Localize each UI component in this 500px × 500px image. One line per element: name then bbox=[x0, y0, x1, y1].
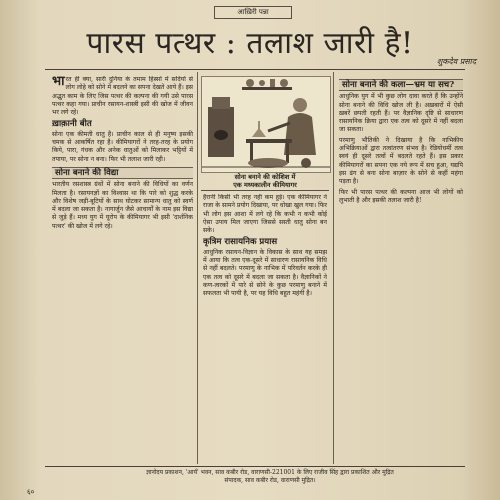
column-divider bbox=[333, 72, 334, 464]
paragraph: भारतीय रसशास्त्र ग्रंथों में सोना बनाने की विधियों का वर्णन मिलता है। रसायनज्ञों का विश्वास था कि पारे को शुद्ध करके और विशेष जड़ी-बूटियों के साथ घोटकर सामान्य धातु को स्वर्ण में बदला जा सकता है। नागार्जुन जैसे आचार्यों के नाम इस विद्या से जुड़े हैं। मध्य युग में यूरोप के कीमियागर भी इसी 'दार्शनिक पत्थर' की खोज में लगे रहे। bbox=[52, 181, 193, 230]
footer-rule bbox=[45, 466, 465, 467]
paragraph: आधुनिक रसायन-विज्ञान के विकास के साथ यह समझ में आया कि तत्व एक-दूसरे में साधारण रासायनिक विधि से नहीं बदलते। परमाणु के नाभिक में परिवर्तन करके ही एक तत्व को दूसरे में बदला जा सकता है। वैज्ञानिकों ने कण-त्वरकों में पारे से सोने के कुछ परमाणु बनाने में सफलता भी पायी है, पर यह विधि बहुत महंगी है। bbox=[203, 248, 327, 298]
paragraph: परमाणु भौतिकी ने दिखाया है कि नाभिकीय अभिक्रियाओं द्वारा तत्वांतरण संभव है। रेडियोधर्मी तत्व स्वयं ही दूसरे तत्वों में बदलते रहते हैं। इस प्रकार कीमियागरों का सपना एक नये रूप में सच हुआ, यद्यपि इस ढंग से बना सोना बाज़ार के सोने से कहीं महंगा पड़ता है। bbox=[339, 136, 463, 186]
header-rule bbox=[45, 69, 465, 70]
caption-rule bbox=[201, 190, 329, 191]
article-column-2 bbox=[203, 194, 327, 464]
alchemist-illustration bbox=[201, 76, 331, 173]
paragraph: हैरानी किसी भी तरह नहीं कम हुई। एक कीमियागर ने राजा के सामने प्रयोग दिखाया, पर धोखा खुल गया। फिर भी लोग इस आशा में लगे रहे कि कभी न कभी कोई ऐसा उपाय मिल जाएगा जिससे सस्ती धातु सोना बन सके। bbox=[203, 194, 327, 235]
figure-caption: सोना बनाने की कोशिश में एक मध्यकालीन कीमियागर bbox=[233, 173, 297, 189]
column-divider bbox=[197, 72, 198, 464]
paragraph: फिर भी पारस पत्थर की कल्पना आज भी लोगों को लुभाती है और इसकी तलाश जारी है! bbox=[339, 188, 463, 204]
page-number: ६० bbox=[27, 488, 35, 496]
subhead-3: कृत्रिम रासायनिक प्रयास bbox=[203, 237, 278, 248]
subhead-1: ख़ाक़ानी बीत bbox=[52, 119, 92, 130]
running-head: आख़िरी पन्ना bbox=[214, 6, 292, 19]
article-column-3 bbox=[339, 76, 463, 464]
subhead-2: सोना बनाने की विद्या bbox=[52, 167, 193, 179]
headline: पारस पत्थर : तलाश जारी है! bbox=[86, 26, 414, 61]
dropcap: भा bbox=[52, 76, 65, 89]
intro-paragraph: भा रत ही क्या, सारी दुनिया के तमाम हिस्सों में सदियों से लोग लोहे को सोने में बदलने का सपना देखते आये हैं। इस अद्भुत काम के लिए जिस पत्थर की कल्पना की गयी उसे पारस पत्थर कहा गया। प्राचीन रसायन-शास्त्री इसी की खोज में जीवन भर लगे रहे। bbox=[52, 76, 193, 117]
paragraph: सोना एक कीमती धातु है। प्राचीन काल से ही मनुष्य इसकी चमक से आकर्षित रहा है। कीमियागरों ने तरह-तरह के प्रयोग किये, पारा, गंधक और अनेक धातुओं को मिलाकर भट्टियों में तपाया, पर सोना न बना। फिर भी तलाश जारी रही। bbox=[52, 130, 193, 163]
article-column-1 bbox=[52, 76, 193, 464]
paragraph: आधुनिक युग में भी कुछ लोग दावा करते हैं कि उन्होंने सोना बनाने की विधि खोज ली है। अख़बारों में ऐसी ख़बरें छपती रहती हैं। पर वैज्ञानिक दृष्टि से साधारण रासायनिक क्रिया द्वारा एक तत्व को दूसरे में नहीं बदला जा सकता। bbox=[339, 93, 463, 134]
alchemist-engraving-icon bbox=[202, 77, 330, 172]
imprint: ज्ञानोदय प्रकाशन, 'आर्य' भवन, साव कबीर रोड, वाराणसी-221001 के लिए राजीव सिंह द्वारा प्रकाशित और मुद्रित संपादक, साव कबीर रोड, वाराणसी मुद्रित। bbox=[146, 469, 394, 484]
subhead-4: सोना बनाने की कला—भ्रम या सच? bbox=[339, 79, 463, 91]
byline: शुकदेव प्रसाद bbox=[436, 57, 476, 66]
